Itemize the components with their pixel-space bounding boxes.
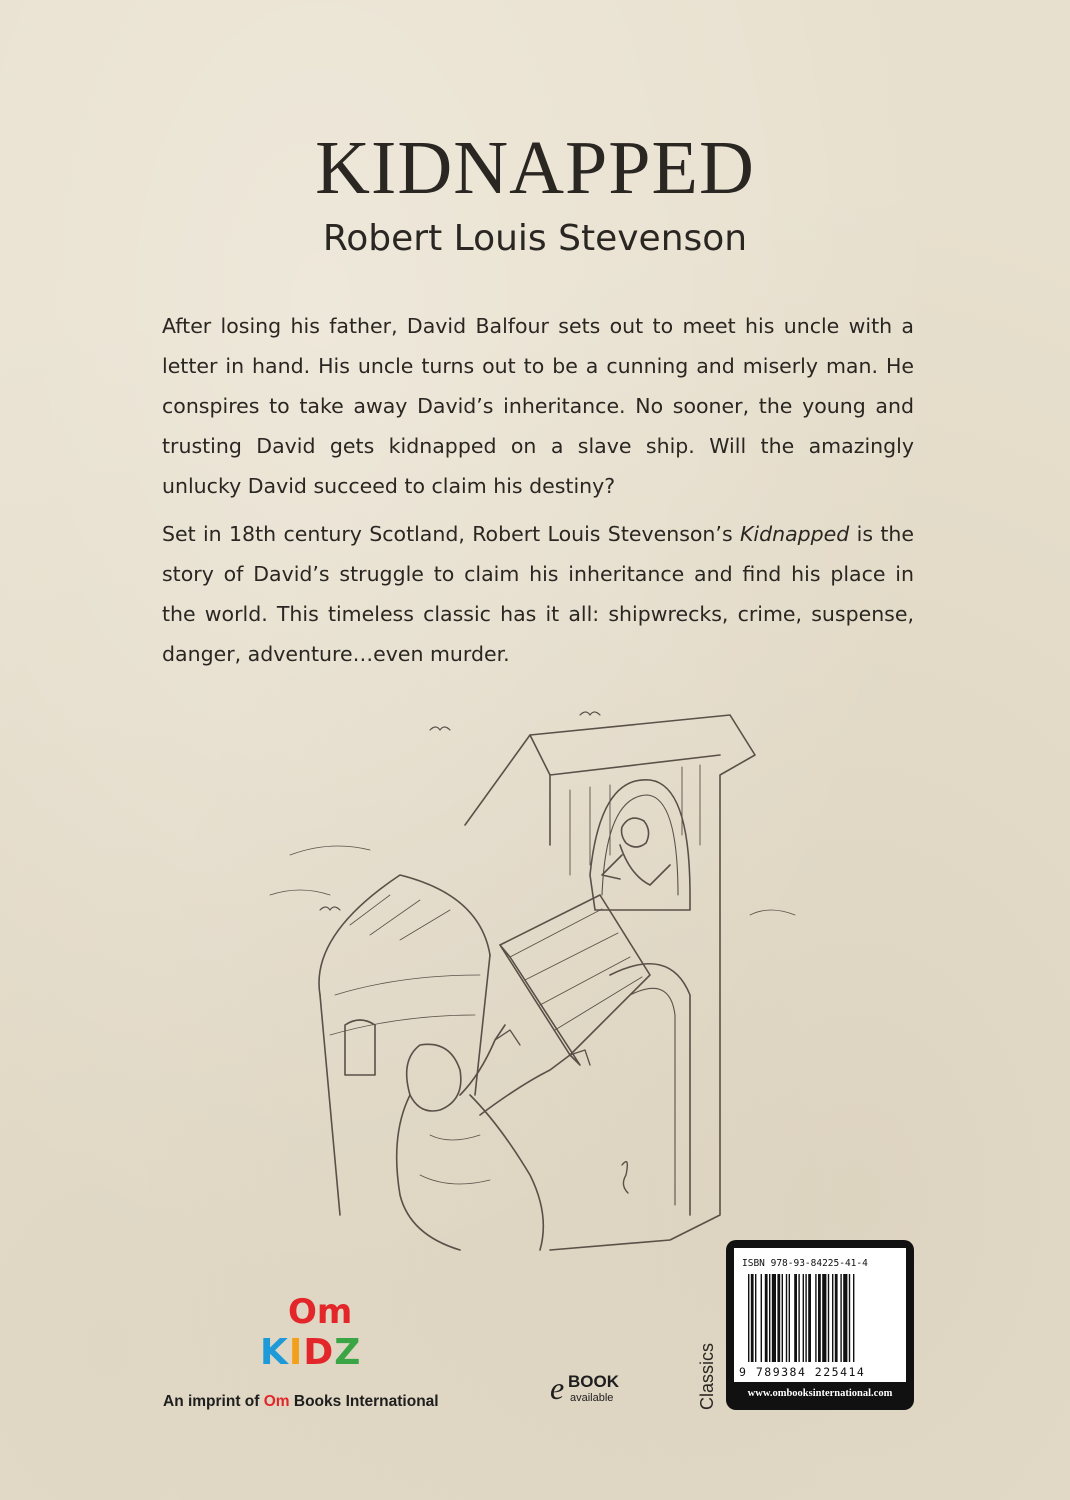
logo-letter-d: D [303,1332,335,1373]
category-label: Classics [697,1342,717,1410]
ebook-available-badge [550,1372,630,1412]
barcode-bars [748,1274,898,1366]
logo-om-text: Om [288,1292,353,1332]
imprint-om: Om [263,1393,290,1410]
blurb-paragraph-1: After losing his father, David Balfour sets out to meet his uncle with a letter in hand. His uncle turns out to be a cunning and miserly man. He conspires to take away David’s inheritance. No sooner, the young and trusting David gets kidnapped on a slave ship. Will the amazingly unlucky David succeed to claim his destiny? [162,314,914,498]
logo-letter-k: K [260,1332,289,1373]
barcode-digits: 9 789384 225414 [739,1365,866,1379]
book-author: Robert Louis Stevenson [322,218,748,259]
om-kidz-logo [260,1292,380,1382]
logo-letter-z: Z [334,1332,362,1373]
isbn-label: ISBN 978-93-84225-41-4 [742,1258,868,1269]
blurb-paragraph-2-end: is the story of David’s struggle to claim his inheritance and find his place in the world. This timeless classic has it all: shipwrecks, crime, suspense, danger, adventure…even murder. [162,522,914,666]
logo-kidz-text [260,1332,361,1373]
cover-illustration [250,695,810,1255]
ebook-status: available [570,1392,614,1404]
blurb-paragraph-2 [162,514,914,674]
blurb-book-title-italic: Kidnapped [739,522,850,546]
barcode-panel [726,1240,914,1410]
logo-letter-i: I [288,1332,304,1373]
ebook-word: BOOK [568,1372,619,1391]
publisher-website: www.ombooksinternational.com [747,1388,893,1399]
imprint-line [163,1393,439,1411]
imprint-suffix: Books International [289,1393,439,1410]
blurb-paragraph-2-start: Set in 18th century Scotland, Robert Louis Stevenson’s [162,522,740,546]
book-title: KIDNAPPED [315,126,755,210]
imprint-prefix: An imprint of [163,1393,264,1410]
barcode-area [734,1248,906,1382]
ebook-e-letter: e [550,1370,565,1406]
